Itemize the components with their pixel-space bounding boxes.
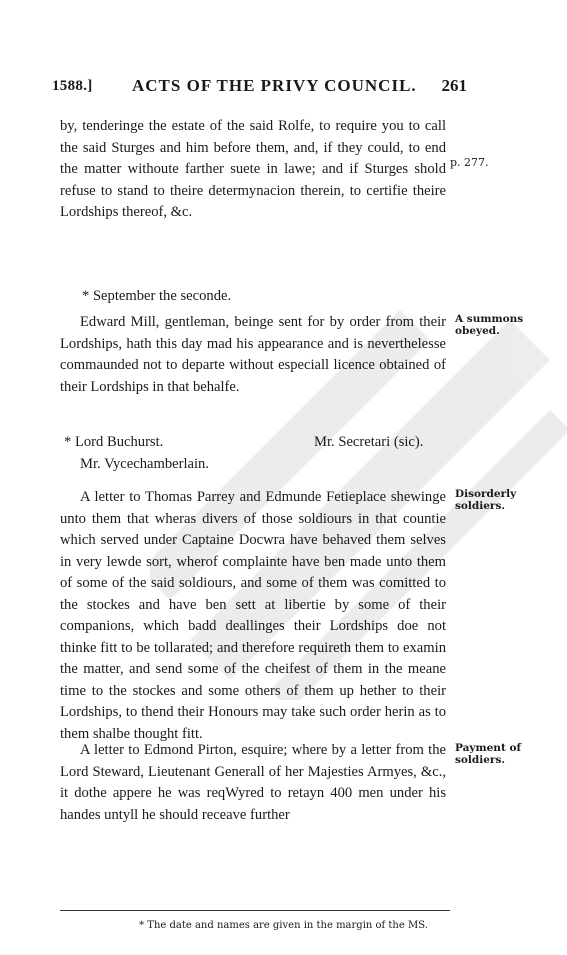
- attendee-lord-buchurst: * Lord Buchurst.: [64, 434, 164, 450]
- margin-note-payment: Payment of soldiers.: [455, 742, 521, 766]
- attendee-vycechamberlain: Mr. Vycechamberlain.: [80, 456, 210, 472]
- paragraph-continuation: by, tenderinge the estate of the said Rolfe, to require you to call the said Sturges and him before them, and, if they could, to end the matter withoute farther suete in lawe; and if Sturges shold refuse to stand to theire determynacion therein, to certifie theire Lordships thereof, &c.: [60, 118, 446, 220]
- margin-note-disorderly: Disorderly soldiers.: [455, 488, 517, 512]
- header-title: ACTS OF THE PRIVY COUNCIL.: [132, 76, 417, 95]
- attendee-secretari: Mr. Secretari (sic).: [314, 434, 424, 450]
- attendance-list: [60, 432, 460, 476]
- margin-page-reference: p. 277.: [450, 156, 489, 169]
- paragraph-letter-parrey: A letter to Thomas Parrey and Edmunde Fetieplace shewinge unto them that wheras divers of those soldiours in that countie which served under Captaine Docwra have behaved them selves in very lewde sort, wherof complainte have ben made unto them of some of the said soldiours, and some of them was comitted to the stockes and have ben sett at libertie by some of their companions, which badd deallinges their Lordships doe not thinke fitt to be tollarated; and therefore requireth them to examin the matter, and send some of the cheifest of them in the meane time to the stockes and some others of them up hether to their Lordships, to thend their Honours may take such order herin as to them shalbe thought fitt.: [60, 489, 446, 742]
- date-heading: * September the seconde.: [82, 288, 232, 304]
- header-year: 1588.]: [52, 78, 93, 94]
- margin-note-summons: A summons obeyed.: [455, 313, 524, 337]
- footnote-divider: [60, 910, 450, 911]
- running-header: [52, 74, 467, 98]
- footnote: * The date and names are given in the margin of the MS.: [139, 920, 428, 931]
- paragraph-letter-pirton: A letter to Edmond Pirton, esquire; where by a letter from the Lord Steward, Lieutenant Generall of her Majesties Armyes, &c., it dothe appere he was reqWyred to retayn 400 men under his handes untyll he should receave further: [60, 742, 446, 823]
- paragraph-edward-mill: Edward Mill, gentleman, beinge sent for by order from their Lordships, hath this day mad his appearance and is neverthelesse commaunded not to departe without especiall licence obtained of their Lordships in that behalfe.: [60, 314, 446, 395]
- page-number: 261: [441, 76, 467, 95]
